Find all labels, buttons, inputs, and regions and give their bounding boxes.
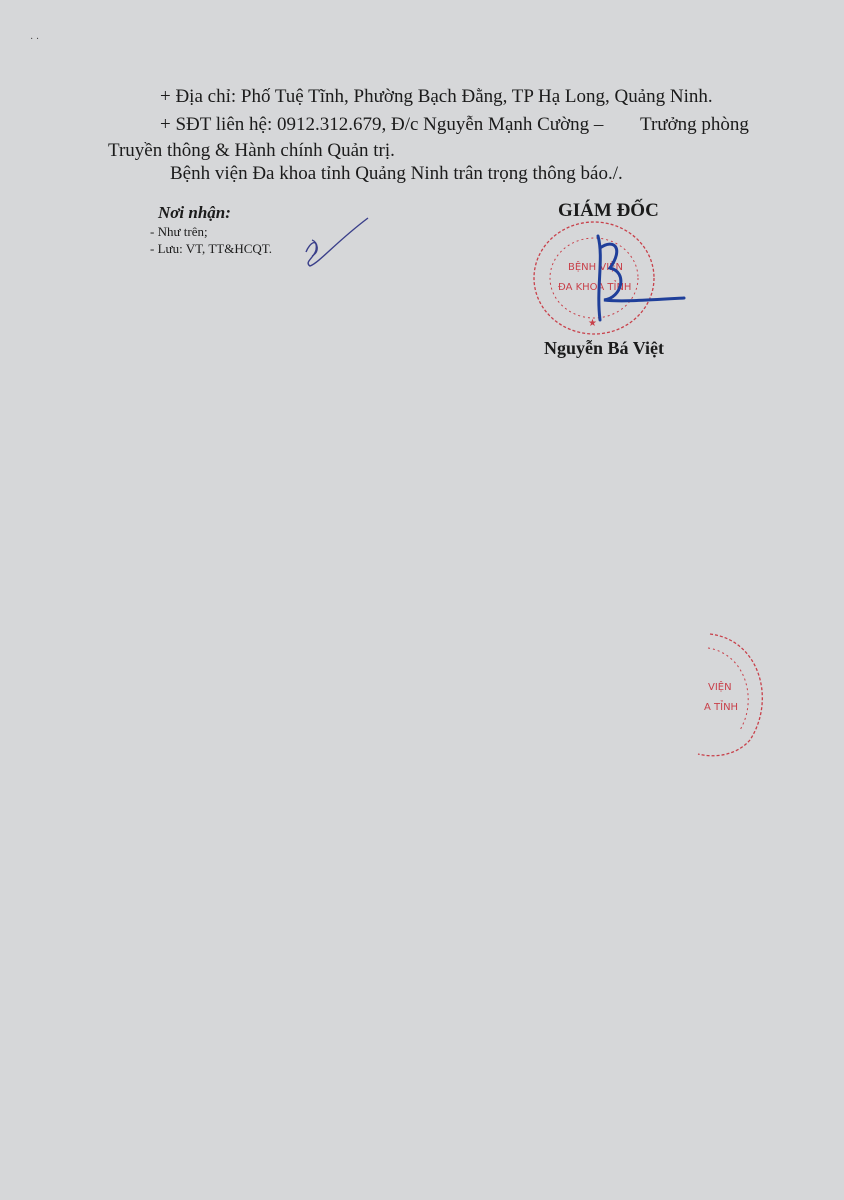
stamp-star: ★: [588, 318, 597, 329]
side-stamp-text: A TỈNH: [704, 702, 739, 713]
recipients-title: Nơi nhận:: [158, 203, 231, 222]
side-stamp-text: VIỆN: [708, 682, 732, 693]
side-stamp-icon: [690, 630, 770, 760]
scan-speck: · ·: [30, 34, 40, 45]
signer-name: Nguyễn Bá Việt: [544, 338, 665, 358]
stamp-text: ĐA KHOA TỈNH: [558, 282, 632, 293]
phone-line-end: Trưởng phòng: [640, 114, 749, 135]
closing-line: Bệnh viện Đa khoa tỉnh Quảng Ninh trân trọng thông báo./.: [170, 163, 623, 184]
signature-title: GIÁM ĐỐC: [558, 200, 659, 221]
initial-signature-icon: [296, 212, 376, 272]
recipient-item: - Như trên;: [150, 224, 208, 239]
recipients-block: [150, 203, 272, 257]
recipient-item: - Lưu: VT, TT&HCQT.: [150, 241, 272, 256]
stamp-text: BỆNH VIỆN: [568, 262, 623, 273]
phone-line: + SĐT liên hệ: 0912.312.679, Đ/c Nguyễn Mạnh Cường –: [160, 114, 604, 135]
director-signature-icon: [570, 228, 690, 328]
address-line: + Địa chỉ: Phố Tuệ Tĩnh, Phường Bạch Đằng, TP Hạ Long, Quảng Ninh.: [160, 86, 713, 107]
department-line: Truyền thông & Hành chính Quản trị.: [108, 140, 395, 161]
